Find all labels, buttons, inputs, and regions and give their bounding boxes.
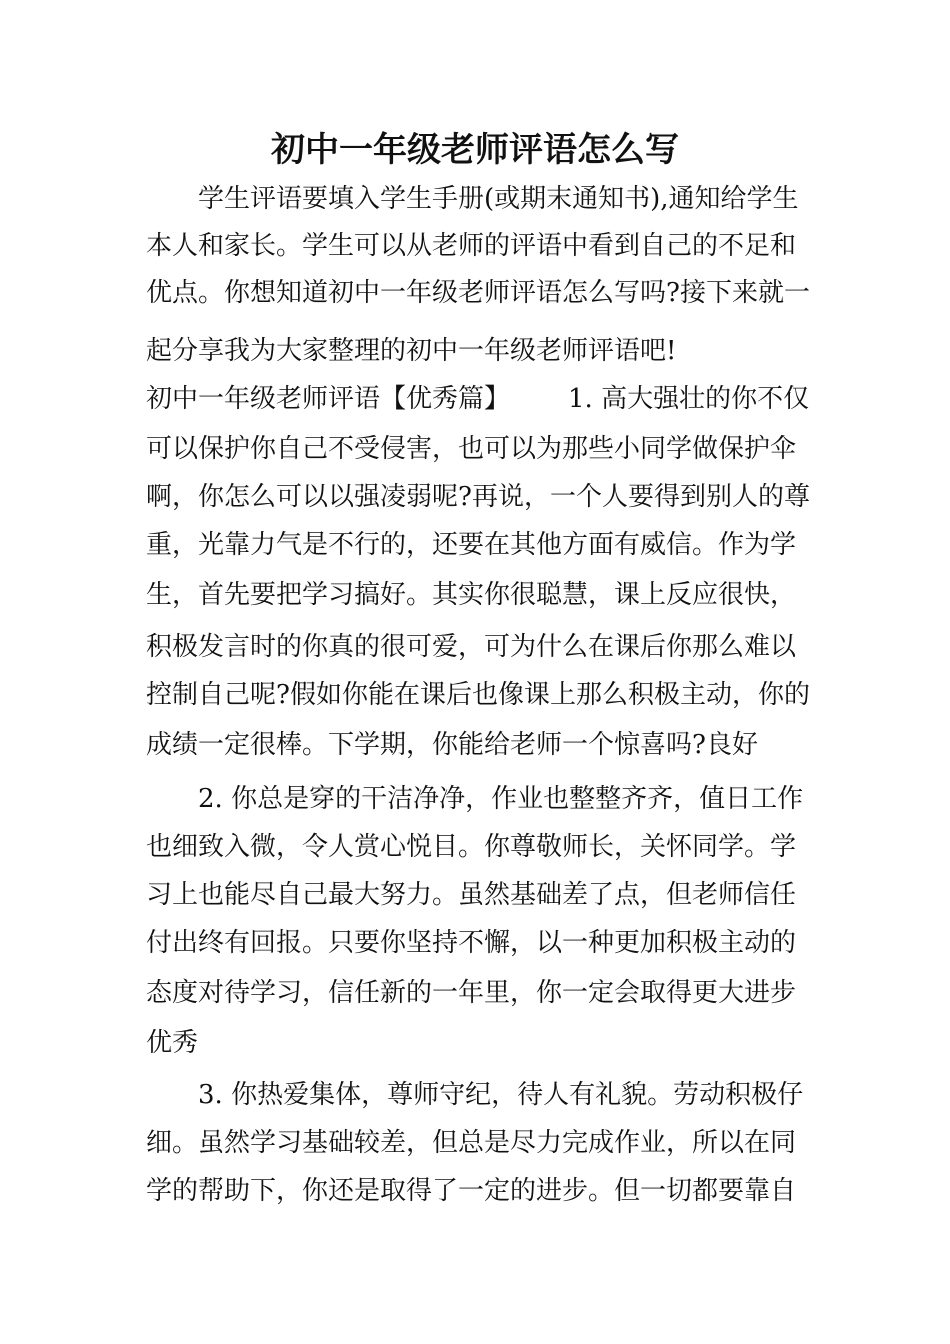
item1-line-1: 可以保护你自己不受侵害，也可以为那些小同学做保护伞 xyxy=(146,434,797,464)
document-title: 初中一年级老师评语怎么写 xyxy=(271,130,679,170)
item3-line-3: 学的帮助下，你还是取得了一定的进步。但一切都要靠自 xyxy=(146,1176,797,1206)
item2-line-4: 付出终有回报。只要你坚持不懈，以一种更加积极主动的 xyxy=(146,928,797,958)
intro-line-4: 起分享我为大家整理的初中一年级老师评语吧! xyxy=(146,336,677,366)
item2-line-3: 习上也能尽自己最大努力。虽然基础差了点，但老师信任 xyxy=(146,880,797,910)
item1-line-4: 生，首先要把学习搞好。其实你很聪慧，课上反应很快， xyxy=(146,580,797,610)
item2-line-2: 也细致入微，令人赏心悦目。你尊敬师长，关怀同学。学 xyxy=(146,832,797,862)
intro-line-2: 本人和家长。学生可以从老师的评语中看到自己的不足和 xyxy=(146,231,797,261)
item1-line-2: 啊，你怎么可以以强凌弱呢?再说，一个人要得到别人的尊 xyxy=(146,482,810,512)
item1-first-line: 1. 高大强壮的你不仅 xyxy=(568,384,810,414)
item1-line-7: 成绩一定很棒。下学期，你能给老师一个惊喜吗?良好 xyxy=(146,730,758,760)
item2-line-1: 2. 你总是穿的干洁净净，作业也整整齐齐，值日工作 xyxy=(198,784,804,814)
item2-line-6: 优秀 xyxy=(146,1028,199,1058)
item1-line-5: 积极发言时的你真的很可爱，可为什么在课后你那么难以 xyxy=(146,632,797,662)
item3-line-1: 3. 你热爱集体，尊师守纪，待人有礼貌。劳动积极仔 xyxy=(198,1080,804,1110)
item1-line-3: 重，光靠力气是不行的，还要在其他方面有威信。作为学 xyxy=(146,530,797,560)
section-heading: 初中一年级老师评语【优秀篇】 xyxy=(146,384,511,414)
intro-line-1: 学生评语要填入学生手册(或期末通知书),通知给学生 xyxy=(198,184,799,214)
intro-line-3: 优点。你想知道初中一年级老师评语怎么写吗?接下来就一 xyxy=(146,278,810,308)
item2-line-5: 态度对待学习，信任新的一年里，你一定会取得更大进步 xyxy=(146,978,797,1008)
item1-line-6: 控制自己呢?假如你能在课后也像课上那么积极主动，你的 xyxy=(146,680,810,710)
item3-line-2: 细。虽然学习基础较差，但总是尽力完成作业，所以在同 xyxy=(146,1128,797,1158)
